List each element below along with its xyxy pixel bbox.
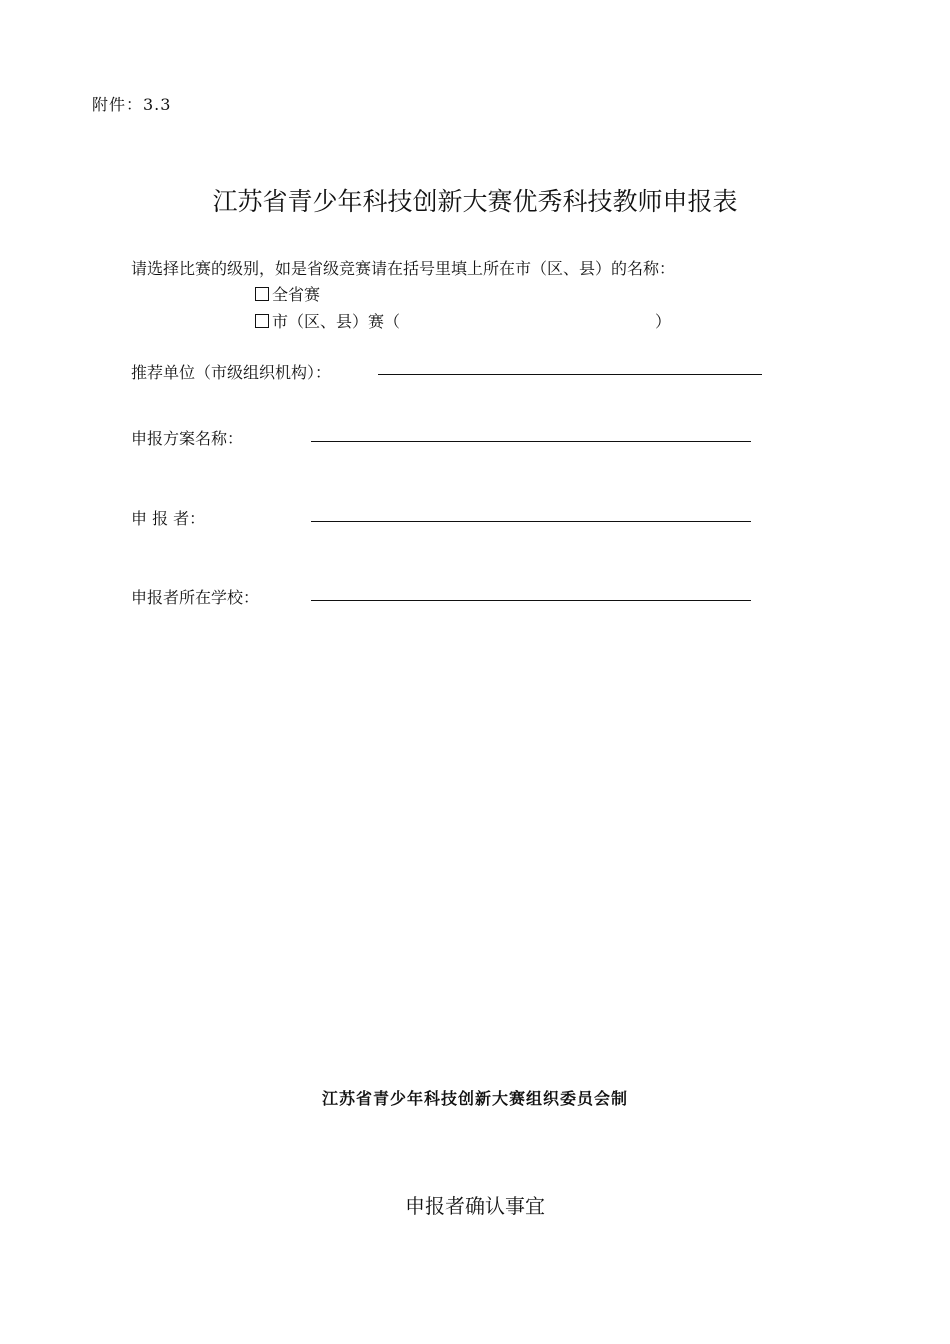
checkbox-city[interactable] (255, 314, 269, 328)
option-provincial[interactable] (255, 282, 320, 305)
option-city[interactable] (255, 309, 400, 332)
checkbox-provincial[interactable] (255, 287, 269, 301)
attachment-label: 附件：3.3 (92, 95, 172, 114)
field-line-applicant[interactable] (311, 521, 751, 522)
form-title: 江苏省青少年科技创新大赛优秀科技教师申报表 (212, 187, 738, 216)
option-provincial-label: 全省赛 (272, 285, 321, 304)
confirm-heading: 申报者确认事宜 (405, 1194, 545, 1218)
field-label-project-name: 申报方案名称： (131, 429, 244, 448)
field-label-applicant: 申 报 者： (131, 509, 206, 528)
field-line-applicant-school[interactable] (311, 600, 751, 601)
field-label-recommending-unit: 推荐单位（市级组织机构）： (131, 363, 332, 382)
city-name-close-paren: ） (655, 312, 672, 331)
organizer-credit: 江苏省青少年科技创新大赛组织委员会制 (321, 1089, 628, 1108)
level-instruction: 请选择比赛的级别，如是省级竞赛请在括号里填上所在市（区、县）的名称： (131, 259, 676, 278)
field-label-applicant-school: 申报者所在学校： (131, 588, 260, 607)
field-line-project-name[interactable] (311, 441, 751, 442)
option-city-label: 市（区、县）赛（ (272, 312, 401, 331)
field-line-recommending-unit[interactable] (378, 374, 762, 375)
